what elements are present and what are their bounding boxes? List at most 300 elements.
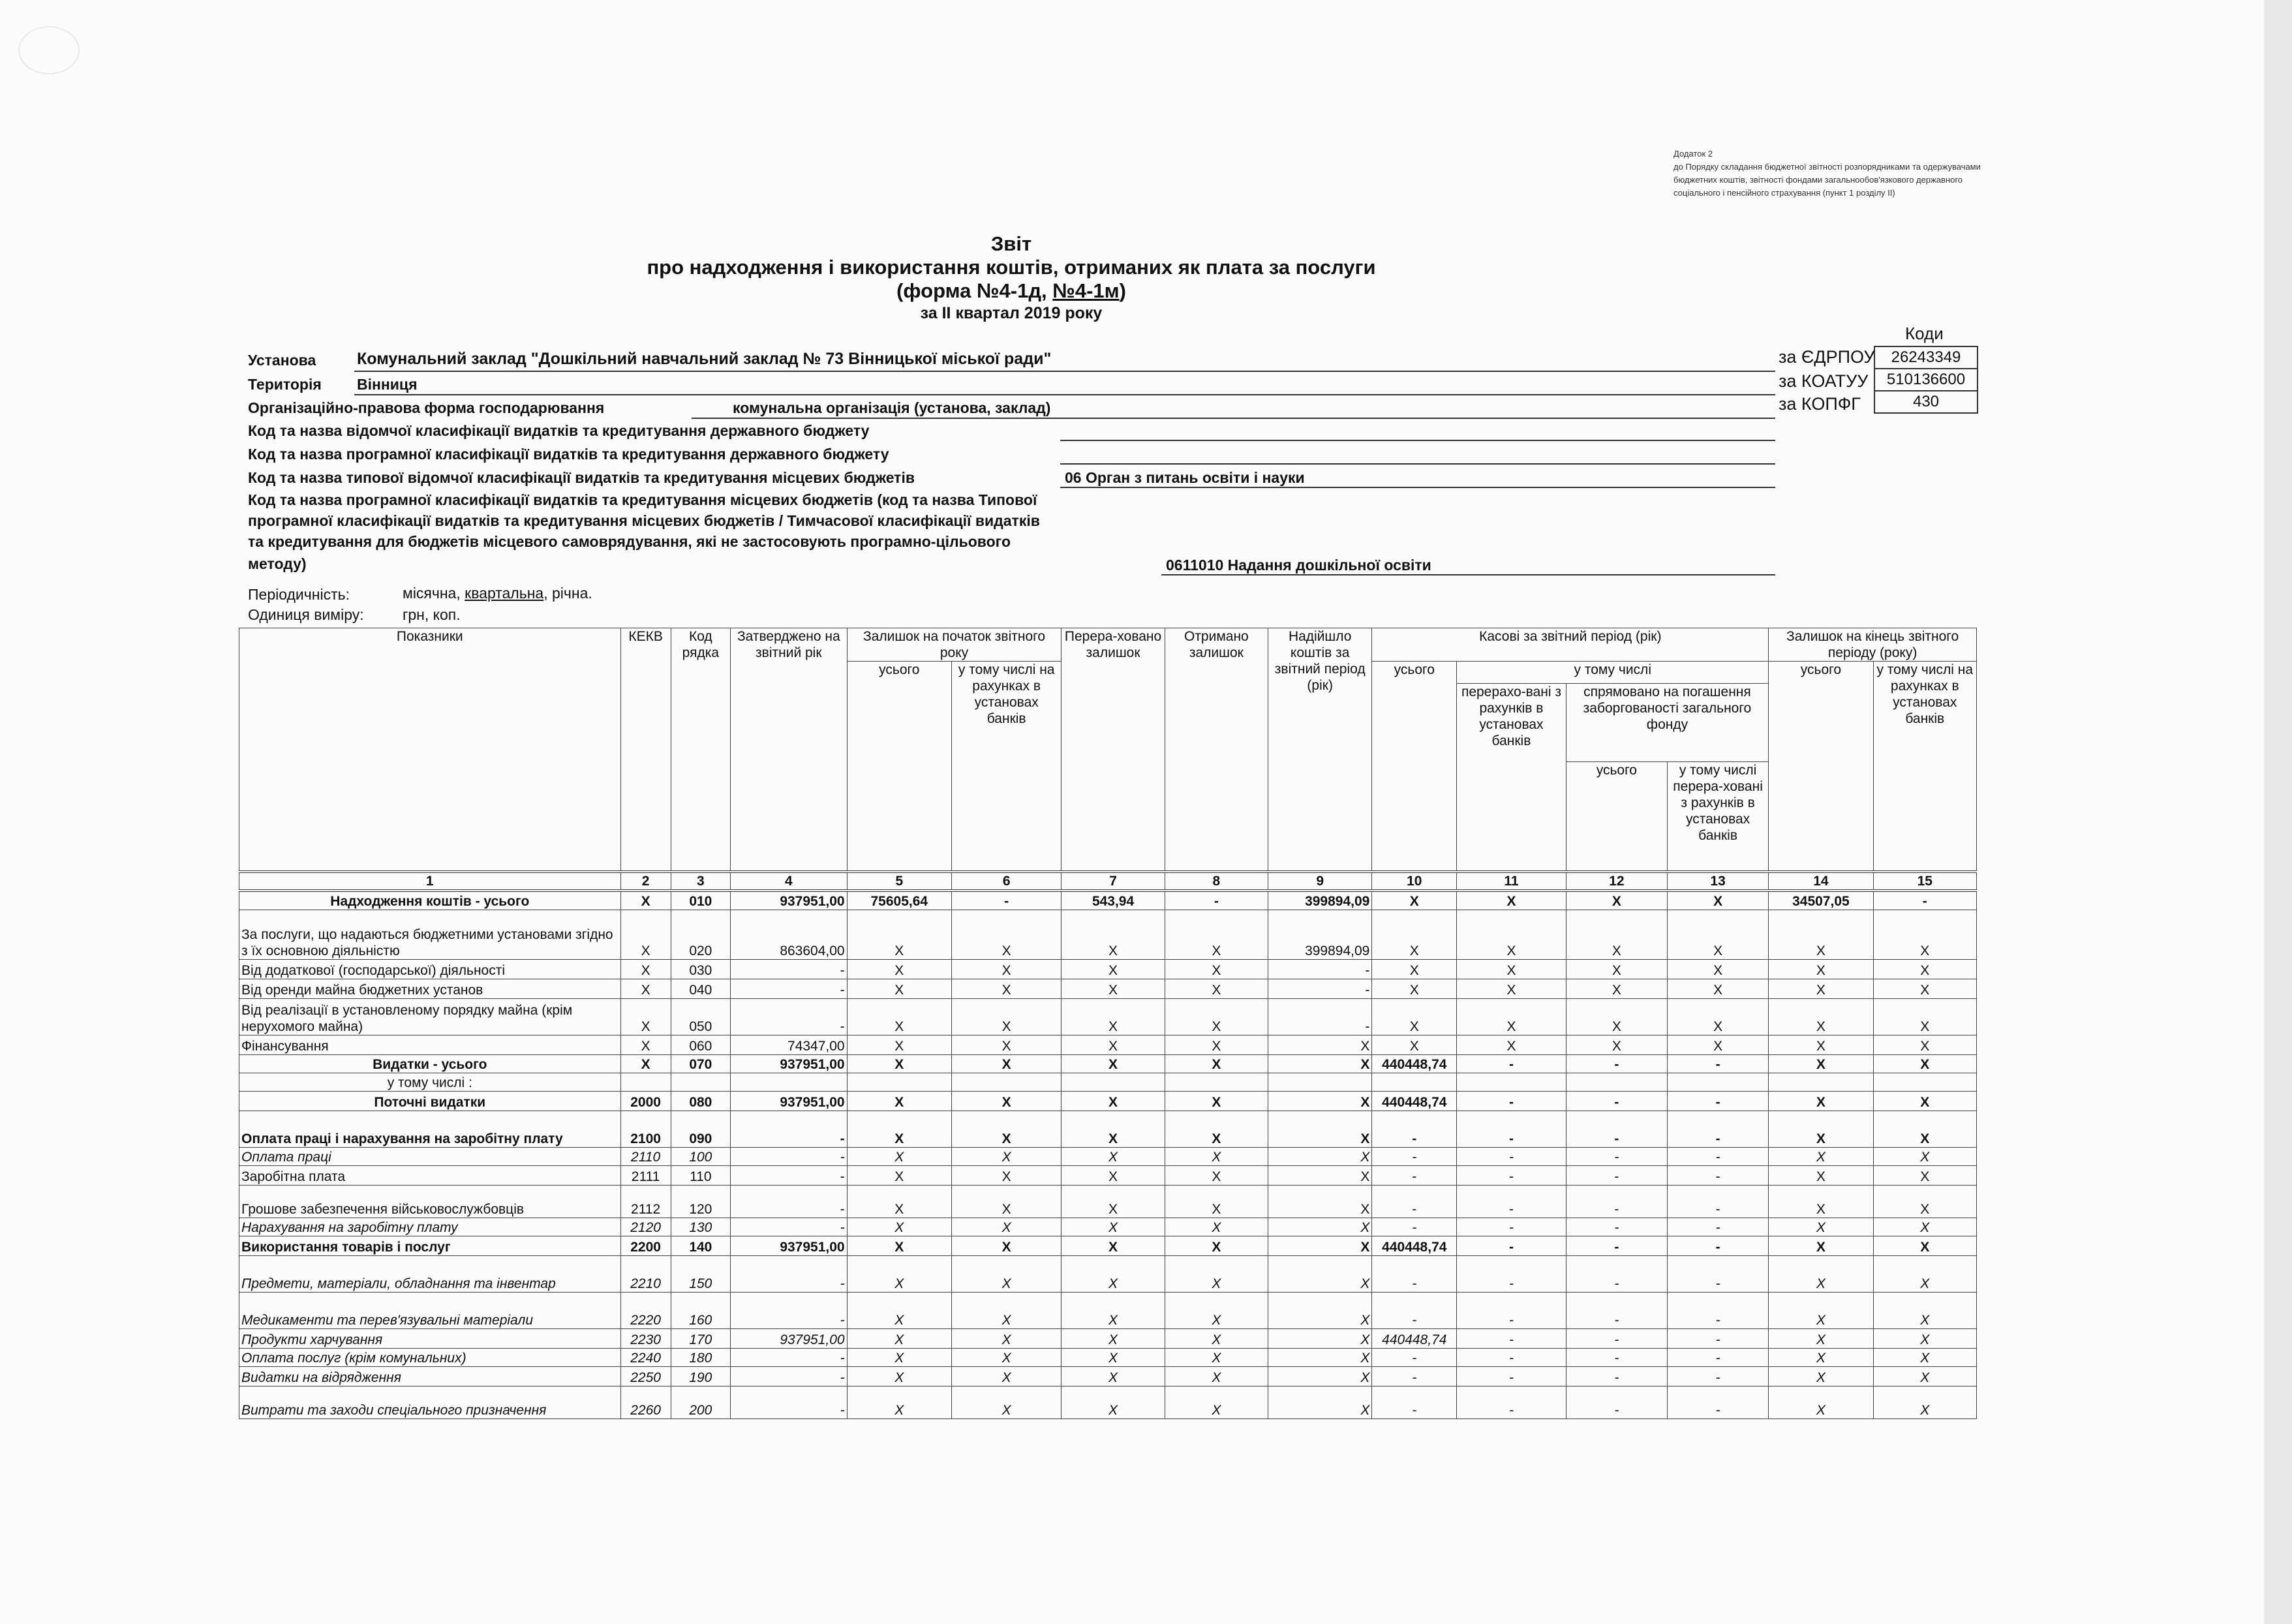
cell-c7: X (1062, 1055, 1165, 1073)
row-label: Предмети, матеріали, обладнання та інвентар (239, 1256, 621, 1293)
cell-c11: - (1457, 1293, 1566, 1329)
code-kopfg: 430 (1874, 391, 1978, 413)
col-header-end-banks: у тому числі на рахунках в установах банків (1873, 662, 1976, 872)
cell-c13: - (1667, 1218, 1768, 1236)
col-header-start-banks: у тому числі на рахунках в установах банків (951, 662, 1061, 872)
cell-c13: - (1667, 1055, 1768, 1073)
cell-c9: - (1268, 960, 1372, 979)
cell-c15: X (1873, 1256, 1976, 1293)
cell-c7: X (1062, 960, 1165, 979)
cell-c8 (1165, 1073, 1268, 1092)
cell-c14: X (1769, 960, 1873, 979)
cell-kekv: X (620, 1035, 671, 1055)
cell-c14: X (1769, 1166, 1873, 1186)
cell-c4: - (731, 1148, 848, 1166)
col-number: 10 (1372, 872, 1457, 891)
cell-c6: X (951, 979, 1061, 999)
cell-c4: 74347,00 (731, 1035, 848, 1055)
cell-c8: X (1165, 1111, 1268, 1148)
cell-c7: X (1062, 1111, 1165, 1148)
cell-code: 110 (671, 1166, 730, 1186)
cell-c8: X (1165, 1035, 1268, 1055)
cell-c5: X (847, 1111, 951, 1148)
cell-c4: - (731, 1186, 848, 1218)
cell-c9 (1268, 1073, 1372, 1092)
dept-local-label: Код та назва типової відомчої класифікації видатків та кредитування місцевих бюджетів (248, 469, 915, 486)
cell-kekv: X (620, 960, 671, 979)
cell-c12: - (1566, 1111, 1667, 1148)
cell-kekv: 2110 (620, 1148, 671, 1166)
cell-c15 (1873, 1073, 1976, 1092)
cell-kekv: 2000 (620, 1092, 671, 1111)
cell-c9: X (1268, 1035, 1372, 1055)
cell-c4: - (731, 999, 848, 1035)
cell-c8: X (1165, 1387, 1268, 1419)
cell-c11: X (1457, 891, 1566, 910)
cell-c6: X (951, 1055, 1061, 1073)
report-title: Звіт (990, 232, 1032, 255)
col-header-income: Надійшло коштів за звітний період (рік) (1268, 628, 1372, 872)
cell-c6: X (951, 1148, 1061, 1166)
cell-c8: X (1165, 1367, 1268, 1387)
institution-name: Комунальний заклад "Дошкільний навчальний заклад № 73 Вінницької міської ради" (357, 350, 1052, 368)
table-row (239, 1148, 1977, 1166)
col-header-debt-repayment: спрямовано на погашення заборгованості загального фонду (1566, 684, 1769, 762)
cell-c7: X (1062, 1092, 1165, 1111)
cell-c15: X (1873, 1236, 1976, 1256)
cell-kekv: 2210 (620, 1256, 671, 1293)
cell-c12: - (1566, 1148, 1667, 1166)
row-label: Оплата праці (239, 1148, 621, 1166)
cell-c8: X (1165, 1148, 1268, 1166)
cell-code: 180 (671, 1349, 730, 1367)
cell-c10: - (1372, 1218, 1457, 1236)
prog-local-label-2: програмної класифікації видатків та кредитування місцевих бюджетів / Тимчасової класифікації видатків (248, 512, 1040, 529)
cell-c6: X (951, 960, 1061, 979)
cell-c10: 440448,74 (1372, 1055, 1457, 1073)
underline (1161, 574, 1775, 575)
cell-c8: X (1165, 1256, 1268, 1293)
cell-c6: X (951, 1349, 1061, 1367)
cell-c11: - (1457, 1236, 1566, 1256)
legal-form-value: комунальна організація (установа, заклад) (733, 399, 1051, 416)
cell-c8: X (1165, 1092, 1268, 1111)
cell-c5: X (847, 1387, 951, 1419)
row-label: Витрати та заходи спеціального призначення (239, 1387, 621, 1419)
col-header-start-balance: Залишок на початок звітного року (847, 628, 1062, 662)
row-label: Поточні видатки (239, 1092, 621, 1111)
cell-c15: X (1873, 1055, 1976, 1073)
periodicity-annual: , річна. (543, 585, 592, 602)
institution-label: Установа (248, 352, 316, 369)
row-label: Грошове забезпечення військовослужбовців (239, 1186, 621, 1218)
table-row (239, 910, 1977, 960)
cell-c4: - (731, 1293, 848, 1329)
col-number: 3 (671, 872, 730, 891)
report-period: за II квартал 2019 року (920, 304, 1103, 322)
cell-c12: - (1566, 1236, 1667, 1256)
cell-c8: X (1165, 1236, 1268, 1256)
cell-c11: X (1457, 999, 1566, 1035)
cell-c6: X (951, 999, 1061, 1035)
cell-c11: - (1457, 1148, 1566, 1166)
cell-c15: X (1873, 1329, 1976, 1349)
cell-kekv: X (620, 1055, 671, 1073)
cell-c5: X (847, 1166, 951, 1186)
prog-local-label-1: Код та назва програмної класифікації видатків та кредитування місцевих бюджетів (код та назва Типової (248, 491, 1037, 508)
cell-c6: X (951, 1236, 1061, 1256)
report-subtitle: про надходження і використання коштів, отриманих як плата за послуги (647, 256, 1376, 279)
cell-c9: X (1268, 1367, 1372, 1387)
table-row (239, 1055, 1977, 1073)
cell-c14: X (1769, 1092, 1873, 1111)
cell-c15: X (1873, 1148, 1976, 1166)
table-row (239, 1387, 1977, 1419)
cell-c11: - (1457, 1218, 1566, 1236)
cell-c10: 440448,74 (1372, 1329, 1457, 1349)
cell-c7: X (1062, 999, 1165, 1035)
cell-c11: - (1457, 1186, 1566, 1218)
prog-local-label-4: методу) (248, 555, 307, 572)
cell-c10: X (1372, 960, 1457, 979)
cell-c6: X (951, 1329, 1061, 1349)
page-edge (2264, 0, 2292, 1624)
cell-c10: X (1372, 979, 1457, 999)
table-row (239, 979, 1977, 999)
table-row (239, 1236, 1977, 1256)
cell-c8: X (1165, 1218, 1268, 1236)
cell-c5: X (847, 979, 951, 999)
cell-kekv: 2111 (620, 1166, 671, 1186)
cell-c15: - (1873, 891, 1976, 910)
cell-c7: X (1062, 1329, 1165, 1349)
code-koatuu: 510136600 (1874, 369, 1978, 391)
cell-c14: X (1769, 1367, 1873, 1387)
cell-c15: X (1873, 979, 1976, 999)
cell-c12: - (1566, 1329, 1667, 1349)
cell-c13: - (1667, 1367, 1768, 1387)
cell-c12: - (1566, 1092, 1667, 1111)
cell-c4: - (731, 1387, 848, 1419)
col-header-kekv: КЕКВ (620, 628, 671, 872)
cell-c15: X (1873, 910, 1976, 960)
cell-c5: X (847, 960, 951, 979)
col-header-cash-banks: перерахо-вані з рахунків в установах банків (1457, 684, 1566, 872)
col-number: 12 (1566, 872, 1667, 891)
cell-c9: X (1268, 1186, 1372, 1218)
cell-c8: X (1165, 1166, 1268, 1186)
cell-c5: X (847, 1349, 951, 1367)
table-row (239, 1367, 1977, 1387)
cell-c4 (731, 1073, 848, 1092)
row-label: Від додаткової (господарської) діяльності (239, 960, 621, 979)
cell-c13: - (1667, 1236, 1768, 1256)
row-label: За послуги, що надаються бюджетними установами згідно з їх основною діяльністю (239, 910, 621, 960)
cell-c8: X (1165, 1329, 1268, 1349)
cell-c12: X (1566, 999, 1667, 1035)
underline (354, 394, 1775, 395)
cell-c14 (1769, 1073, 1873, 1092)
col-header-received: Отримано залишок (1165, 628, 1268, 872)
row-label: Оплата праці і нарахування на заробітну плату (239, 1111, 621, 1148)
prog-local-value: 0611010 Надання дошкільної освіти (1166, 557, 1431, 574)
cell-code: 170 (671, 1329, 730, 1349)
row-label: Від реалізації в установленому порядку майна (крім нерухомого майна) (239, 999, 621, 1035)
cell-c7: X (1062, 1218, 1165, 1236)
cell-c11: - (1457, 1166, 1566, 1186)
col-number: 4 (731, 872, 848, 891)
periodicity-monthly: місячна, (403, 585, 465, 602)
codes-header: Коди (1905, 324, 1944, 343)
report-table (239, 628, 1977, 1419)
col-header-start-total: усього (847, 662, 951, 872)
cell-c5: X (847, 1035, 951, 1055)
cell-c9: X (1268, 1387, 1372, 1419)
cell-c4: - (731, 1166, 848, 1186)
cell-c5: X (847, 1256, 951, 1293)
cell-c5: X (847, 1329, 951, 1349)
cell-c9: X (1268, 1349, 1372, 1367)
cell-c5: X (847, 1367, 951, 1387)
row-label: Видатки на відрядження (239, 1367, 621, 1387)
cell-c11: - (1457, 1367, 1566, 1387)
table-row (239, 1349, 1977, 1367)
cell-code: 160 (671, 1293, 730, 1329)
cell-c15: X (1873, 1111, 1976, 1148)
table-row (239, 1293, 1977, 1329)
cell-c10: X (1372, 891, 1457, 910)
cell-c9: X (1268, 1256, 1372, 1293)
cell-c7: X (1062, 1236, 1165, 1256)
cell-kekv: 2240 (620, 1349, 671, 1367)
row-label: Використання товарів і послуг (239, 1236, 621, 1256)
cell-c12 (1566, 1073, 1667, 1092)
cell-code: 150 (671, 1256, 730, 1293)
cell-c7: X (1062, 1035, 1165, 1055)
cell-c8: X (1165, 1186, 1268, 1218)
cell-c7: X (1062, 1186, 1165, 1218)
cell-c13: - (1667, 1092, 1768, 1111)
cell-c14: X (1769, 1111, 1873, 1148)
code-edrpou: 26243349 (1874, 346, 1978, 369)
cell-c6: X (951, 1111, 1061, 1148)
periodicity-quarterly: квартальна (465, 585, 544, 602)
cell-c11: - (1457, 1092, 1566, 1111)
row-label: Медикаменти та перев'язувальні матеріали (239, 1293, 621, 1329)
cell-c13: - (1667, 1387, 1768, 1419)
cell-c7: X (1062, 979, 1165, 999)
col-header-approved: Затверджено на звітний рік (731, 628, 848, 872)
cell-c6: X (951, 1387, 1061, 1419)
cell-c5: X (847, 1055, 951, 1073)
report-form (457, 279, 1566, 303)
table-row (239, 960, 1977, 979)
cell-c4: - (731, 1111, 848, 1148)
cell-c9: X (1268, 1166, 1372, 1186)
cell-c14: X (1769, 1186, 1873, 1218)
cell-kekv: 2100 (620, 1111, 671, 1148)
cell-c7: X (1062, 910, 1165, 960)
col-number: 14 (1769, 872, 1873, 891)
col-number: 6 (951, 872, 1061, 891)
cell-c4: 937951,00 (731, 891, 848, 910)
cell-c14: X (1769, 979, 1873, 999)
cell-c14: X (1769, 999, 1873, 1035)
table-row (239, 1186, 1977, 1218)
cell-c12: - (1566, 1055, 1667, 1073)
cell-c5: X (847, 1236, 951, 1256)
cell-code: 020 (671, 910, 730, 960)
cell-code: 140 (671, 1236, 730, 1256)
row-label: Оплата послуг (крім комунальних) (239, 1349, 621, 1367)
row-label: Видатки - усього (239, 1055, 621, 1073)
periodicity-label: Періодичність: (248, 586, 350, 603)
cell-c12: - (1566, 1293, 1667, 1329)
col-header-end-balance: Залишок на кінець звітного періоду (року) (1769, 628, 1977, 662)
cell-c15: X (1873, 1186, 1976, 1218)
cell-c11: X (1457, 979, 1566, 999)
cell-c14: X (1769, 1218, 1873, 1236)
cell-code: 100 (671, 1148, 730, 1166)
cell-c9: X (1268, 1218, 1372, 1236)
cell-c14: X (1769, 1055, 1873, 1073)
unit-label: Одиниця виміру: (248, 606, 364, 623)
cell-c10: - (1372, 1148, 1457, 1166)
cell-c5 (847, 1073, 951, 1092)
table-row (239, 1092, 1977, 1111)
cell-c13: - (1667, 1111, 1768, 1148)
cell-c12: - (1566, 1166, 1667, 1186)
row-label: Фінансування (239, 1035, 621, 1055)
cell-c14: 34507,05 (1769, 891, 1873, 910)
col-number: 1 (239, 872, 621, 891)
form-number-b: №4-1м (1052, 279, 1120, 302)
cell-c12: X (1566, 891, 1667, 910)
col-header-row-code: Код рядка (671, 628, 730, 872)
cell-c4: - (731, 979, 848, 999)
cell-c12: - (1566, 1349, 1667, 1367)
cell-c8: X (1165, 910, 1268, 960)
col-number: 2 (620, 872, 671, 891)
col-header-cash-including: у тому числі (1457, 662, 1769, 684)
cell-c13: - (1667, 1148, 1768, 1166)
cell-c13: - (1667, 1293, 1768, 1329)
cell-c6: X (951, 1256, 1061, 1293)
annex-note: Додаток 2 до Порядку складання бюджетної звітності розпорядниками та одержувачами бюджетних коштів, звітності фондами загальнообов'язкового державного соціального і пенсійного страхування (пункт 1 розділу II) (1673, 149, 1981, 198)
cell-c15: X (1873, 1166, 1976, 1186)
cell-c10: - (1372, 1367, 1457, 1387)
cell-kekv: X (620, 979, 671, 999)
cell-c4: 937951,00 (731, 1092, 848, 1111)
cell-c13: X (1667, 891, 1768, 910)
cell-c8: X (1165, 999, 1268, 1035)
col-number: 7 (1062, 872, 1165, 891)
cell-c5: X (847, 1218, 951, 1236)
col-header-transferred: Перера-ховано залишок (1062, 628, 1165, 872)
table-row (239, 1256, 1977, 1293)
row-label: у тому числі : (239, 1073, 621, 1092)
cell-c13: X (1667, 999, 1768, 1035)
cell-c13: - (1667, 1166, 1768, 1186)
cell-c9: X (1268, 1329, 1372, 1349)
cell-c10: - (1372, 1111, 1457, 1148)
cell-code: 010 (671, 891, 730, 910)
cell-c14: X (1769, 1035, 1873, 1055)
cell-c10: - (1372, 1256, 1457, 1293)
cell-c8: - (1165, 891, 1268, 910)
cell-c11: X (1457, 910, 1566, 960)
cell-kekv: 2112 (620, 1186, 671, 1218)
cell-c7: X (1062, 1256, 1165, 1293)
cell-c5: 75605,64 (847, 891, 951, 910)
cell-c12: X (1566, 960, 1667, 979)
cell-c4: 937951,00 (731, 1055, 848, 1073)
cell-c14: X (1769, 1256, 1873, 1293)
row-label: Надходження коштів - усього (239, 891, 621, 910)
cell-c15: X (1873, 1387, 1976, 1419)
row-label: Від оренди майна бюджетних установ (239, 979, 621, 999)
table-body (239, 891, 1977, 1419)
cell-c14: X (1769, 1236, 1873, 1256)
cell-c13 (1667, 1073, 1768, 1092)
cell-code: 060 (671, 1035, 730, 1055)
cell-c5: X (847, 1293, 951, 1329)
cell-code: 040 (671, 979, 730, 999)
cell-c8: X (1165, 960, 1268, 979)
cell-c9: X (1268, 1293, 1372, 1329)
cell-c13: X (1667, 960, 1768, 979)
unit-value: грн, коп. (403, 606, 461, 623)
cell-kekv (620, 1073, 671, 1092)
cell-code: 130 (671, 1218, 730, 1236)
cell-c4: - (731, 1256, 848, 1293)
cell-c10: - (1372, 1349, 1457, 1367)
cell-c7 (1062, 1073, 1165, 1092)
cell-c7: X (1062, 1387, 1165, 1419)
cell-code: 190 (671, 1367, 730, 1387)
cell-c7: X (1062, 1349, 1165, 1367)
cell-c12: - (1566, 1218, 1667, 1236)
cell-c6 (951, 1073, 1061, 1092)
cell-c11: X (1457, 1035, 1566, 1055)
edrpou-label: за ЄДРПОУ (1779, 347, 1875, 367)
cell-c13: - (1667, 1256, 1768, 1293)
cell-kekv: 2260 (620, 1387, 671, 1419)
table-row (239, 1218, 1977, 1236)
cell-code: 050 (671, 999, 730, 1035)
cell-c7: 543,94 (1062, 891, 1165, 910)
cell-c9: X (1268, 1236, 1372, 1256)
cell-c10: X (1372, 910, 1457, 960)
col-number: 8 (1165, 872, 1268, 891)
cell-c14: X (1769, 910, 1873, 960)
cell-c11: - (1457, 1387, 1566, 1419)
cell-c11: - (1457, 1329, 1566, 1349)
cell-code: 070 (671, 1055, 730, 1073)
cell-c15: X (1873, 1218, 1976, 1236)
cell-kekv: 2120 (620, 1218, 671, 1236)
cell-c5: X (847, 999, 951, 1035)
cell-c6: - (951, 891, 1061, 910)
cell-c15: X (1873, 1349, 1976, 1367)
table-row (239, 1166, 1977, 1186)
cell-c12: - (1566, 1367, 1667, 1387)
form-number-a: (форма №4-1д, (896, 279, 1053, 302)
legal-form-label: Організаційно-правова форма господарювання (248, 399, 605, 416)
cell-c9: 399894,09 (1268, 891, 1372, 910)
koatuu-label: за КОАТУУ (1779, 371, 1869, 391)
cell-c10: X (1372, 1035, 1457, 1055)
